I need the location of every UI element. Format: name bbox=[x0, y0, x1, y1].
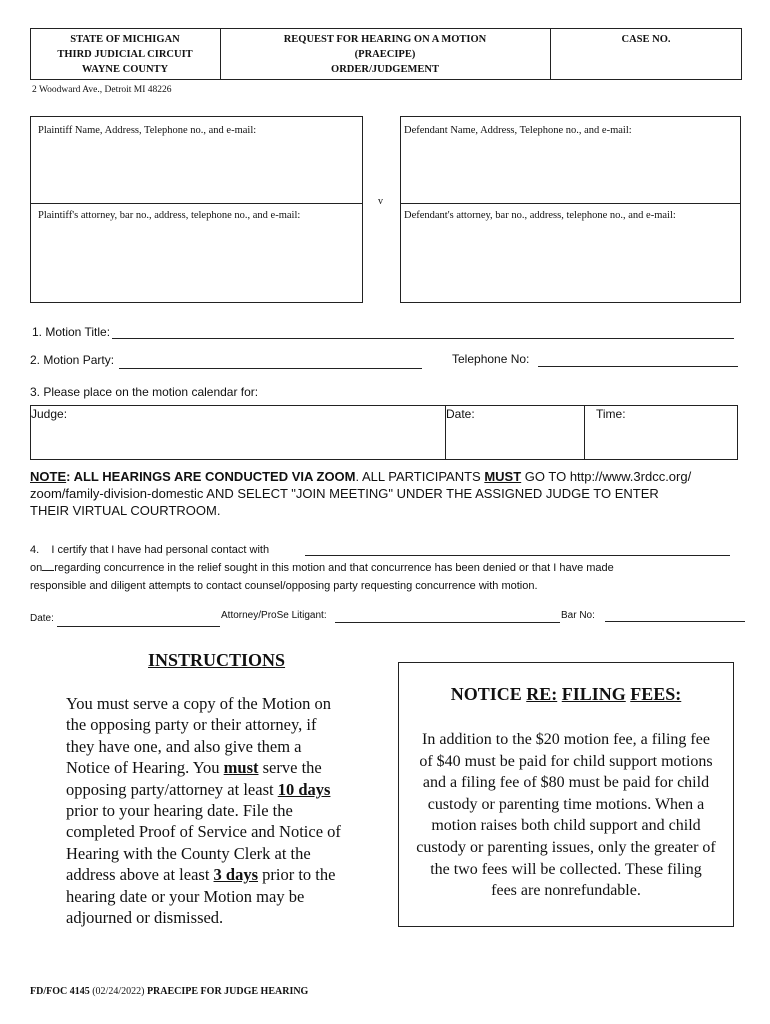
plaintiff-attorney-label: Plaintiff's attorney, bar no., address, telephone no., and e-mail: bbox=[38, 210, 301, 221]
contact-name-input[interactable] bbox=[305, 555, 730, 556]
attorney-input[interactable] bbox=[335, 622, 560, 623]
telephone-label: Telephone No: bbox=[452, 352, 530, 366]
calendar-label: 3. Please place on the motion calendar for: bbox=[30, 385, 259, 399]
certify-line2: on regarding concurrence in the relief sought in this motion and that concurrence has been denied or that I have made bbox=[30, 562, 614, 574]
case-no-label: CASE NO. bbox=[621, 34, 671, 45]
court-name: STATE OF MICHIGAN THIRD JUDICIAL CIRCUIT WAYNE COUNTY bbox=[57, 34, 193, 75]
note-prefix: NOTE bbox=[30, 469, 67, 484]
motion-title-input[interactable] bbox=[112, 338, 734, 339]
attorney-label: Attorney/ProSe Litigant: bbox=[221, 610, 327, 621]
hearing-time-label: Time: bbox=[596, 407, 626, 421]
versus-label: v bbox=[378, 196, 383, 207]
court-address: 2 Woodward Ave., Detroit MI 48226 bbox=[32, 85, 172, 95]
hearing-time-input[interactable] bbox=[585, 422, 737, 458]
plaintiff-field[interactable] bbox=[31, 140, 362, 202]
form-footer: FD/FOC 4145 (02/24/2022) PRAECIPE FOR JUDGE HEARING bbox=[30, 986, 309, 997]
certify-line3: responsible and diligent attempts to contact counsel/opposing party requesting concurrence with motion. bbox=[30, 580, 538, 592]
plaintiff-label: Plaintiff Name, Address, Telephone no., and e-mail: bbox=[38, 125, 257, 136]
plaintiff-divider bbox=[30, 203, 363, 204]
zoom-note: NOTE: ALL HEARINGS ARE CONDUCTED VIA ZOOM. ALL PARTICIPANTS MUST GO TO http://www.3rdcc.org/ zoom/family-division-domestic AND SELECT "JOIN MEETING" UNDER THE ASSIGNED JUDGE TO ENTER THEIR VIRTUAL COURTROOM. bbox=[30, 469, 692, 518]
bar-no-input[interactable] bbox=[605, 621, 745, 622]
defendant-divider bbox=[400, 203, 741, 204]
signature-date-label: Date: bbox=[30, 613, 54, 624]
judge-input[interactable] bbox=[31, 422, 444, 458]
plaintiff-attorney-field[interactable] bbox=[31, 225, 362, 301]
judge-label: Judge: bbox=[31, 407, 68, 421]
form-title: REQUEST FOR HEARING ON A MOTION (PRAECIPE) ORDER/JUDGEMENT bbox=[283, 34, 487, 75]
fees-heading: NOTICE RE: FILING FEES: bbox=[450, 684, 682, 704]
instructions-heading: INSTRUCTIONS bbox=[148, 650, 286, 670]
instructions-text: You must serve a copy of the Motion on the opposing party or their attorney, if they have one, and also give them a Notice of Hearing. You must serve the opposing party/attorney at least 10 days prior to your hearing date. File the completed Proof of Service and Notice of Hearing with the County Clerk at the address above at least 3 days prior to the hearing date or your Motion may be adjourned or dismissed. bbox=[66, 694, 341, 928]
case-no-field[interactable] bbox=[551, 47, 741, 79]
certify-line1: 4. I certify that I have had personal contact with bbox=[30, 544, 270, 556]
hearing-date-input[interactable] bbox=[446, 422, 583, 458]
defendant-field[interactable] bbox=[401, 140, 740, 202]
motion-party-label: 2. Motion Party: bbox=[30, 353, 115, 367]
motion-party-input[interactable] bbox=[119, 368, 422, 369]
telephone-input[interactable] bbox=[538, 366, 738, 367]
defendant-label: Defendant Name, Address, Telephone no., and e-mail: bbox=[404, 125, 632, 136]
bar-no-label: Bar No: bbox=[561, 610, 595, 621]
hearing-date-label: Date: bbox=[446, 407, 475, 421]
signature-date-input[interactable] bbox=[57, 626, 220, 627]
fees-text: In addition to the $20 motion fee, a filing fee of $40 must be paid for child support motions and a filing fee of $80 must be paid for child custody or parenting time motions. When a motion raises both child support and child custody or parenting issues, only the greater of the two fees will be collected. These filing fees are nonrefundable. bbox=[416, 731, 716, 900]
contact-date-input[interactable] bbox=[42, 561, 54, 571]
defendant-attorney-field[interactable] bbox=[401, 225, 740, 301]
motion-title-label: 1. Motion Title: bbox=[32, 325, 111, 339]
defendant-attorney-label: Defendant's attorney, bar no., address, telephone no., and e-mail: bbox=[404, 210, 676, 221]
